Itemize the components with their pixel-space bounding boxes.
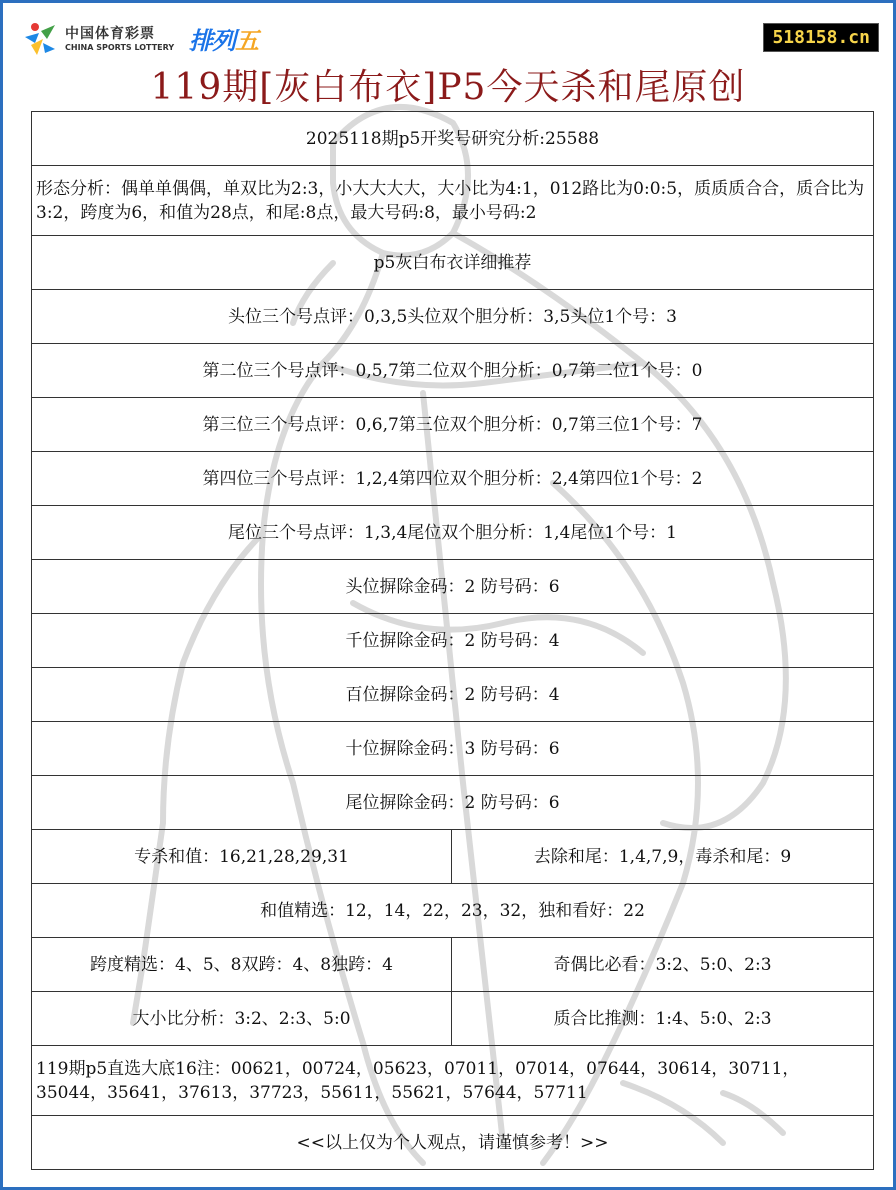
direct-base-numbers: 119期p5直选大底16注：00621，00724，05623，07011，07014，07644，30614，30711，35044，35641，37613，37723，55611，55621，57644，57711: [32, 1046, 874, 1116]
analysis-table: [31, 111, 874, 1170]
logo-brand-b: 五: [235, 27, 258, 55]
logo-brand-a: 排列: [189, 27, 235, 55]
kill-position-2: 千位摒除金码：2 防号码：4: [32, 614, 874, 668]
position-5-pick: 尾位三个号点评：1,3,4尾位双个胆分析：1,4尾位1个号：1: [32, 506, 874, 560]
shape-analysis: 形态分析：偶单单偶偶，单双比为2:3，小大大大大，大小比为4:1，012路比为0:0:5，质质质合合，质合比为3:2，跨度为6，和值为28点，和尾:8点，最大号码:8，最小号码:2: [32, 166, 874, 236]
sum-kill: 专杀和值：16,21,28,29,31: [32, 830, 452, 884]
position-3-pick: 第三位三个号点评：0,6,7第三位双个胆分析：0,7第三位1个号：7: [32, 398, 874, 452]
big-small-ratio: 大小比分析：3:2、2:3、5:0: [32, 992, 452, 1046]
site-badge[interactable]: 518158.cn: [763, 23, 879, 52]
header: [3, 3, 893, 111]
position-2-pick: 第二位三个号点评：0,5,7第二位双个胆分析：0,7第二位1个号：0: [32, 344, 874, 398]
disclaimer: <<以上仅为个人观点，请谨慎参考！>>: [32, 1116, 874, 1170]
kill-position-1: 头位摒除金码：2 防号码：6: [32, 560, 874, 614]
odd-even-ratio: 奇偶比必看：3:2、5:0、2:3: [452, 938, 874, 992]
kill-position-3: 百位摒除金码：2 防号码：4: [32, 668, 874, 722]
sum-pick: 和值精选：12，14，22，23，32，独和看好：22: [32, 884, 874, 938]
position-4-pick: 第四位三个号点评：1,2,4第四位双个胆分析：2,4第四位1个号：2: [32, 452, 874, 506]
logo-brand: [189, 21, 258, 56]
logo-chinese-text: 中国体育彩票: [65, 26, 155, 42]
span-pick: 跨度精选：4、5、8双跨：4、8独跨：4: [32, 938, 452, 992]
detail-title: p5灰白布衣详细推荐: [32, 236, 874, 290]
analysis-title: 2025118期p5开奖号研究分析:25588: [32, 112, 874, 166]
logo-english-text: CHINA SPORTS LOTTERY: [65, 43, 175, 52]
sports-lottery-logo-icon: [21, 19, 61, 59]
kill-position-4: 十位摒除金码：3 防号码：6: [32, 722, 874, 776]
tail-kill: 去除和尾：1,4,7,9，毒杀和尾：9: [452, 830, 874, 884]
prime-composite-ratio: 质合比推测：1:4、5:0、2:3: [452, 992, 874, 1046]
position-1-pick: 头位三个号点评：0,3,5头位双个胆分析：3,5头位1个号：3: [32, 290, 874, 344]
page-title: 119期[灰白布衣]P5今天杀和尾原创: [150, 67, 746, 108]
lottery-logo: [21, 19, 281, 59]
kill-position-5: 尾位摒除金码：2 防号码：6: [32, 776, 874, 830]
